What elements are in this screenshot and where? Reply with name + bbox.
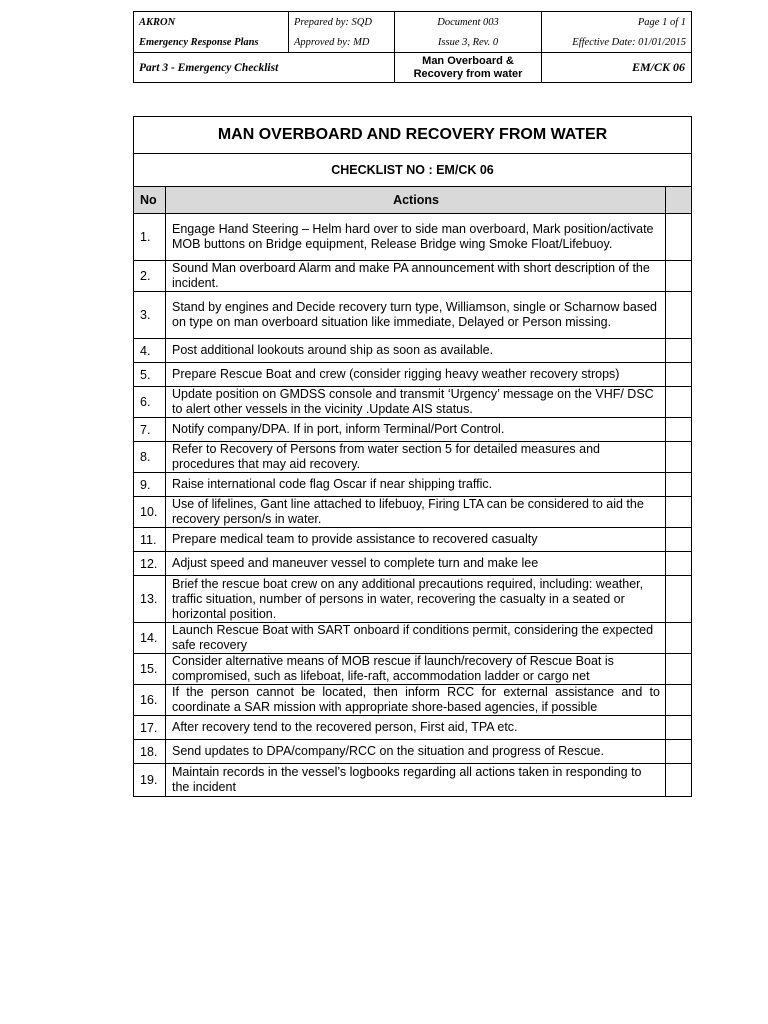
item-action: After recovery tend to the recovered person, First aid, TPA etc. — [166, 716, 666, 740]
item-check-box — [666, 339, 692, 363]
checklist-table — [133, 116, 692, 797]
document-code: EM/CK 06 — [542, 53, 692, 83]
item-number: 18. — [134, 740, 166, 764]
item-check-box — [666, 685, 692, 716]
checklist-row — [134, 339, 692, 363]
page-number: Page 1 of 1 — [542, 12, 692, 33]
checklist-row — [134, 654, 692, 685]
item-number: 2. — [134, 261, 166, 292]
item-action: Send updates to DPA/company/RCC on the situation and progress of Rescue. — [166, 740, 666, 764]
item-action: Brief the rescue boat crew on any additional precautions required, including: weather, traffic situation, number of persons in water, recovering the casualty in a seated or horizontal position. — [166, 576, 666, 623]
item-check-box — [666, 576, 692, 623]
item-action: Prepare Rescue Boat and crew (consider rigging heavy weather recovery strops) — [166, 363, 666, 387]
item-number: 1. — [134, 214, 166, 261]
issue-revision: Issue 3, Rev. 0 — [395, 32, 542, 53]
checklist-row — [134, 740, 692, 764]
checklist-row — [134, 764, 692, 797]
checklist-row — [134, 716, 692, 740]
item-action: Notify company/DPA. If in port, inform Terminal/Port Control. — [166, 418, 666, 442]
item-number: 11. — [134, 528, 166, 552]
item-check-box — [666, 261, 692, 292]
item-action: Adjust speed and maneuver vessel to complete turn and make lee — [166, 552, 666, 576]
item-number: 14. — [134, 623, 166, 654]
approved-by: Approved by: MD — [289, 32, 395, 53]
checklist-row — [134, 214, 692, 261]
item-check-box — [666, 740, 692, 764]
item-action: Raise international code flag Oscar if near shipping traffic. — [166, 473, 666, 497]
checklist-row — [134, 418, 692, 442]
item-number: 16. — [134, 685, 166, 716]
item-number: 9. — [134, 473, 166, 497]
item-check-box — [666, 654, 692, 685]
checklist-row — [134, 576, 692, 623]
checklist-row — [134, 623, 692, 654]
item-check-box — [666, 214, 692, 261]
item-number: 10. — [134, 497, 166, 528]
item-action: Maintain records in the vessel’s logbooks regarding all actions taken in responding to the incident — [166, 764, 666, 797]
document-number: Document 003 — [395, 12, 542, 33]
item-check-box — [666, 497, 692, 528]
company-name: AKRON — [134, 12, 289, 33]
document-header — [133, 11, 692, 83]
item-check-box — [666, 528, 692, 552]
checklist-row — [134, 442, 692, 473]
item-check-box — [666, 442, 692, 473]
item-number: 3. — [134, 292, 166, 339]
checklist-row — [134, 473, 692, 497]
checklist-row — [134, 552, 692, 576]
item-number: 12. — [134, 552, 166, 576]
checklist-row — [134, 363, 692, 387]
item-check-box — [666, 473, 692, 497]
item-action: Use of lifelines, Gant line attached to lifebuoy, Firing LTA can be considered to aid the recovery person/s in water. — [166, 497, 666, 528]
item-number: 8. — [134, 442, 166, 473]
item-number: 7. — [134, 418, 166, 442]
item-check-box — [666, 387, 692, 418]
item-action: Prepare medical team to provide assistance to recovered casualty — [166, 528, 666, 552]
effective-date: Effective Date: 01/01/2015 — [542, 32, 692, 53]
item-check-box — [666, 716, 692, 740]
item-check-box — [666, 764, 692, 797]
item-number: 15. — [134, 654, 166, 685]
item-check-box — [666, 292, 692, 339]
item-number: 6. — [134, 387, 166, 418]
item-action: Consider alternative means of MOB rescue if launch/recovery of Rescue Boat is compromised, such as lifeboat, life-raft, accommodation ladder or cargo net — [166, 654, 666, 685]
checklist-row — [134, 387, 692, 418]
plan-name: Emergency Response Plans — [134, 32, 289, 53]
column-header-no: No — [134, 187, 166, 214]
checklist-rows — [134, 214, 692, 797]
item-action: Stand by engines and Decide recovery turn type, Williamson, single or Scharnow based on type on man overboard situation like immediate, Delayed or Person missing. — [166, 292, 666, 339]
item-number: 5. — [134, 363, 166, 387]
item-number: 4. — [134, 339, 166, 363]
item-action: If the person cannot be located, then inform RCC for external assistance and to coordinate a SAR mission with appropriate shore-based agencies, if possible — [166, 685, 666, 716]
document-title-line-2: Recovery from water — [413, 67, 523, 80]
checklist-row — [134, 261, 692, 292]
prepared-by: Prepared by: SQD — [289, 12, 395, 33]
part-label: Part 3 - Emergency Checklist — [134, 53, 395, 83]
item-check-box — [666, 552, 692, 576]
document-title — [395, 53, 542, 83]
checklist-row — [134, 528, 692, 552]
checklist-row — [134, 292, 692, 339]
item-number: 13. — [134, 576, 166, 623]
item-action: Launch Rescue Boat with SART onboard if conditions permit, considering the expected safe recovery — [166, 623, 666, 654]
item-check-box — [666, 623, 692, 654]
item-action: Engage Hand Steering – Helm hard over to side man overboard, Mark position/activate MOB buttons on Bridge equipment, Release Bridge wing Smoke Float/Lifebuoy. — [166, 214, 666, 261]
item-number: 19. — [134, 764, 166, 797]
item-number: 17. — [134, 716, 166, 740]
document-title-line-1: Man Overboard & — [422, 54, 514, 67]
checklist-row — [134, 685, 692, 716]
column-header-actions: Actions — [166, 187, 666, 214]
checklist-title: MAN OVERBOARD AND RECOVERY FROM WATER — [134, 117, 692, 154]
item-action: Sound Man overboard Alarm and make PA announcement with short description of the incident. — [166, 261, 666, 292]
item-action: Update position on GMDSS console and transmit ‘Urgency’ message on the VHF/ DSC to alert other vessels in the vicinity .Update AIS status. — [166, 387, 666, 418]
item-action: Post additional lookouts around ship as soon as available. — [166, 339, 666, 363]
column-header-check — [666, 187, 692, 214]
item-check-box — [666, 363, 692, 387]
checklist-number: CHECKLIST NO : EM/CK 06 — [134, 154, 692, 187]
item-action: Refer to Recovery of Persons from water section 5 for detailed measures and procedures that may aid recovery. — [166, 442, 666, 473]
checklist-row — [134, 497, 692, 528]
item-check-box — [666, 418, 692, 442]
